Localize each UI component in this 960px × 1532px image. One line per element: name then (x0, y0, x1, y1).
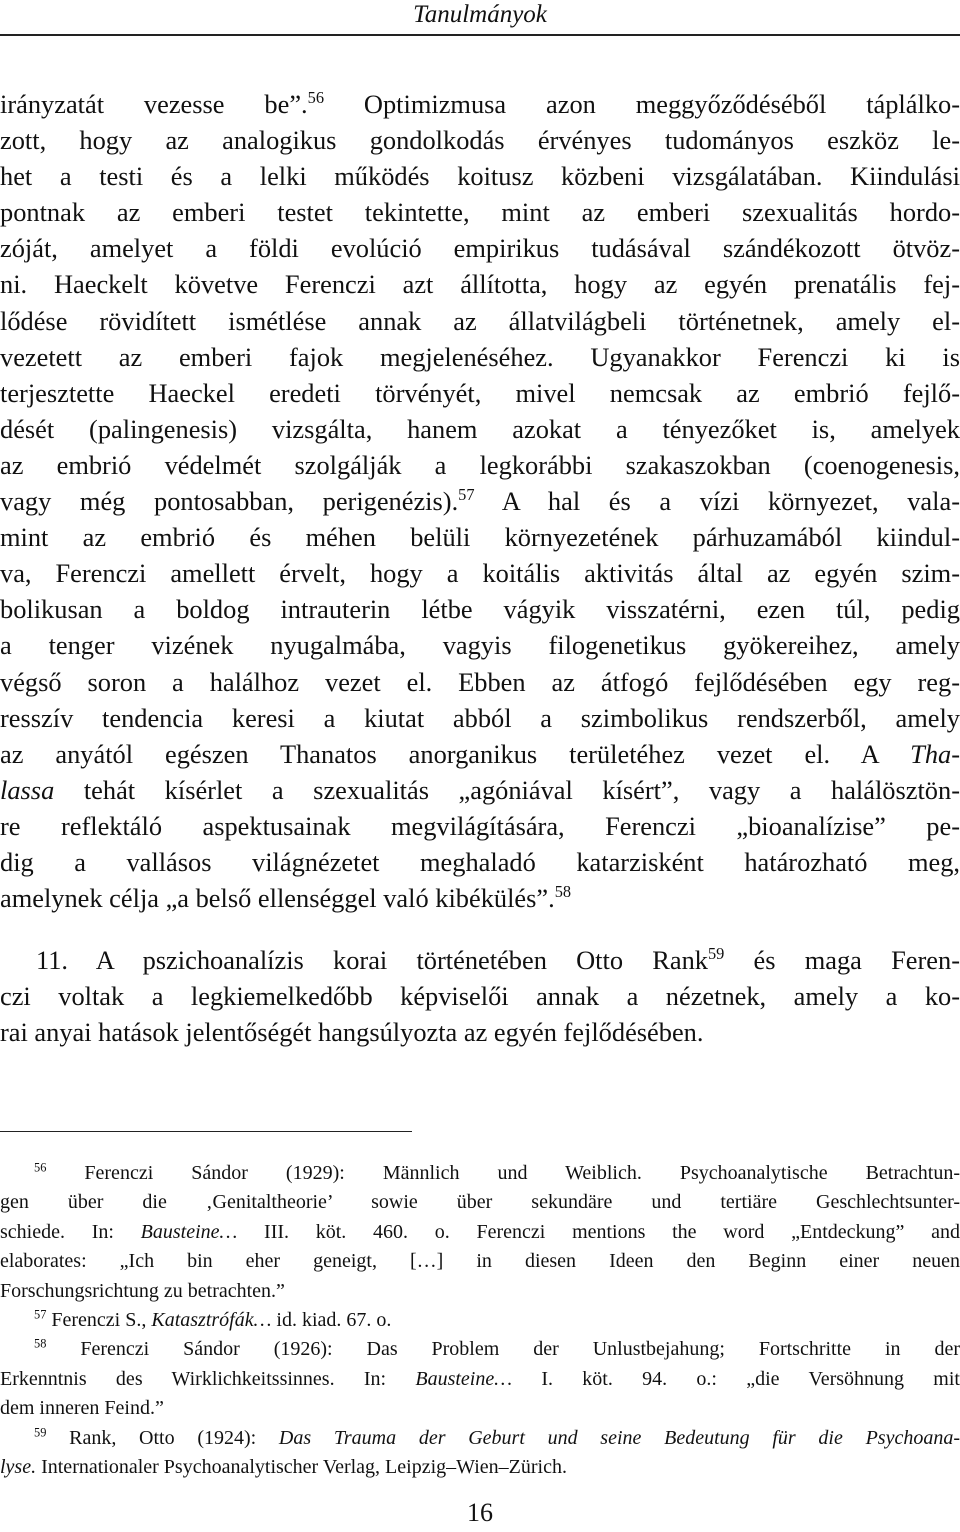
footnote-line (0, 1218, 960, 1247)
body-line (0, 158, 960, 194)
text-segment: schiede. In: (0, 1220, 141, 1243)
text-segment: irányzatát vezesse be”. (0, 89, 308, 119)
body-line (0, 483, 960, 519)
body-line (0, 230, 960, 266)
text-segment: Optimizmusa azon meggyőződéséből táplálko- (324, 89, 960, 119)
text-segment: mint az embrió és méhen belüli környezetének párhuzamából kiindul- (0, 522, 960, 553)
italic-text: lyse. (0, 1455, 37, 1478)
footnote-rule (0, 1131, 412, 1132)
text-segment: Ferenczi Sándor (1926): Das Problem der Unlustbejahung; Fortschritte in der (46, 1338, 960, 1361)
text-segment: III. köt. 460. o. Ferenczi mentions the word „Entdeckung” and (237, 1220, 960, 1243)
text-segment: vezetett az emberi fajok megjelenéséhez. Ugyanakkor Ferenczi ki is (0, 341, 960, 372)
text-segment: zóját, amelyet a földi evolúció empirikus tudásával szándékozott ötvöz- (0, 233, 960, 264)
text-segment: czi voltak a legkiemelkedőbb képviselői annak a nézetnek, amely a ko- (0, 981, 960, 1012)
text-segment: végső soron a halálhoz vezet el. Ebben az átfogó fejlődésében egy reg- (0, 666, 960, 697)
italic-text: Das Trauma der Geburt und seine Bedeutung für die Psychoana- (278, 1426, 960, 1449)
body-line (0, 880, 960, 916)
body-line (0, 303, 960, 339)
body-line (0, 266, 960, 302)
text-segment: ni. Haeckelt követve Ferenczi azt állította, hogy az egyén prenatális fej- (0, 269, 960, 300)
text-segment: pontnak az emberi testet tekintette, mint az emberi szexualitás hordo- (0, 197, 960, 228)
text-segment: Ferenczi S., (46, 1308, 152, 1331)
body-line (0, 194, 960, 230)
text-segment: a tenger vizének nyugalmába, vagyis filogenetikus gyökereihez, amely (0, 630, 960, 661)
body-line (0, 339, 960, 375)
body-line (0, 664, 960, 700)
text-segment: re reflektáló aspektusainak megvilágítására, Ferenczi „bioanalízise” pe- (0, 810, 960, 841)
footnote-line (0, 1365, 960, 1394)
body-line (0, 700, 960, 736)
footnote-line (0, 1306, 960, 1335)
footnotes (0, 1159, 960, 1482)
italic-text: Bausteine… (140, 1220, 238, 1243)
text-segment: amelynek célja „a belső ellenséggel való kibékülés”. (0, 883, 555, 914)
body-line (0, 627, 960, 663)
text-segment: id. kiad. 67. o. (271, 1308, 392, 1331)
page-number: 16 (467, 1498, 493, 1527)
footnote-line (0, 1277, 960, 1306)
text-segment: bolikusan a boldog intrauterin létbe vágyik visszatérni, ezen túl, pedig (0, 594, 960, 625)
text-segment: 11. A pszichoanalízis korai történetében Otto Rank (36, 945, 708, 976)
text-segment: dését (palingenesis) vizsgálta, hanem azokat a tényezőket is, amelyek (0, 413, 960, 444)
text-segment: Erkenntnis des Wirklichkeitssinnes. In: (0, 1367, 416, 1390)
footnote-ref: 59 (34, 1425, 47, 1440)
text-segment: az anyától egészen Thanatos anorganikus területéhez vezet el. A (0, 738, 911, 769)
text-segment: elaborates: „Ich bin eher geneigt, […] in diesen Ideen den Beginn einer neuen (0, 1250, 960, 1273)
italic-text: Tha- (910, 738, 960, 769)
text-segment: Rank, Otto (1924): (46, 1426, 279, 1449)
body-line (0, 1014, 960, 1050)
footnote-line (0, 1335, 960, 1364)
text-segment: dem inneren Feind.” (0, 1397, 164, 1420)
footnote-line (0, 1247, 960, 1276)
footnote-ref: 59 (707, 944, 725, 964)
text-segment: az embrió védelmét szolgálják a legkorábbi szakaszokban (coenogenesis, (0, 449, 960, 480)
italic-text: lassa (0, 774, 55, 805)
text-segment: I. köt. 94. o.: „die Versöhnung mit (512, 1367, 960, 1390)
footnote-line (0, 1424, 960, 1453)
body-line (0, 555, 960, 591)
body-line (0, 844, 960, 880)
footnote-line (0, 1453, 960, 1482)
footnote-ref: 56 (307, 88, 325, 108)
footnote-ref: 58 (554, 882, 572, 902)
footnote-line (0, 1159, 960, 1188)
text-segment: resszív tendencia keresi a kiutat abból a szimbolikus rendszerből, amely (0, 702, 960, 733)
text-segment: zott, hogy az analogikus gondolkodás érvényes tudományos eszköz le- (0, 125, 960, 156)
footnote-ref: 57 (458, 485, 475, 505)
text-segment: tehát kísérlet a szexualitás „agóniával kísért”, vagy a halálösztön- (54, 774, 960, 805)
body-line (0, 942, 960, 978)
text-segment: Forschungsrichtung zu betrachten.” (0, 1279, 285, 1302)
body-line (0, 808, 960, 844)
text-segment: gen über die ‚Genitaltheorie’ sowie über sekundäre und tertiäre Geschlechtsunter- (0, 1191, 960, 1214)
italic-text: Bausteine… (415, 1367, 513, 1390)
footnote-ref: 58 (34, 1336, 47, 1351)
footnote-ref: 56 (34, 1160, 47, 1175)
text-segment: lődése rövidített ismétlése annak az állatvilágbeli történetnek, amely el- (0, 305, 960, 336)
text-segment: va, Ferenczi amellett érvelt, hogy a koitális aktivitás által az egyén szim- (0, 558, 960, 589)
footnote-ref: 57 (34, 1307, 47, 1322)
body-line (0, 447, 960, 483)
body-line (0, 591, 960, 627)
text-segment: és maga Feren- (724, 945, 960, 976)
text-segment: vagy még pontosabban, perigenézis). (0, 486, 459, 517)
running-header: Tanulmányok (413, 1, 547, 28)
text-segment: A hal és a vízi környezet, vala- (474, 486, 960, 517)
italic-text: Katasztrófák… (151, 1308, 272, 1331)
text-segment: Internationaler Psychoanalytischer Verlag, Leipzig–Wien–Zürich. (36, 1455, 567, 1478)
text-segment: Ferenczi Sándor (1929): Männlich und Weiblich. Psychoanalytische Betrachtun- (46, 1162, 960, 1184)
text-segment: dig a vallásos világnézetet meghaladó katarzisként határozható meg, (0, 846, 960, 877)
text-segment: terjesztette Haeckel eredeti törvényét, mivel nemcsak az embrió fejlő- (0, 377, 960, 408)
body-line (0, 519, 960, 555)
text-segment: rai anyai hatások jelentőségét hangsúlyozta az egyén fejlődésében. (0, 1017, 704, 1048)
body-line (0, 411, 960, 447)
body-line (0, 736, 960, 772)
main-text (0, 86, 960, 1050)
header-rule (0, 34, 960, 36)
footnote-line (0, 1394, 960, 1423)
text-segment: het a testi és a lelki működés koitusz közbeni vizsgálatában. Kiindulási (0, 161, 960, 192)
body-line (0, 978, 960, 1014)
footnote-line (0, 1188, 960, 1217)
body-line (0, 772, 960, 808)
body-line (0, 122, 960, 158)
body-line (0, 375, 960, 411)
body-line (0, 86, 960, 122)
